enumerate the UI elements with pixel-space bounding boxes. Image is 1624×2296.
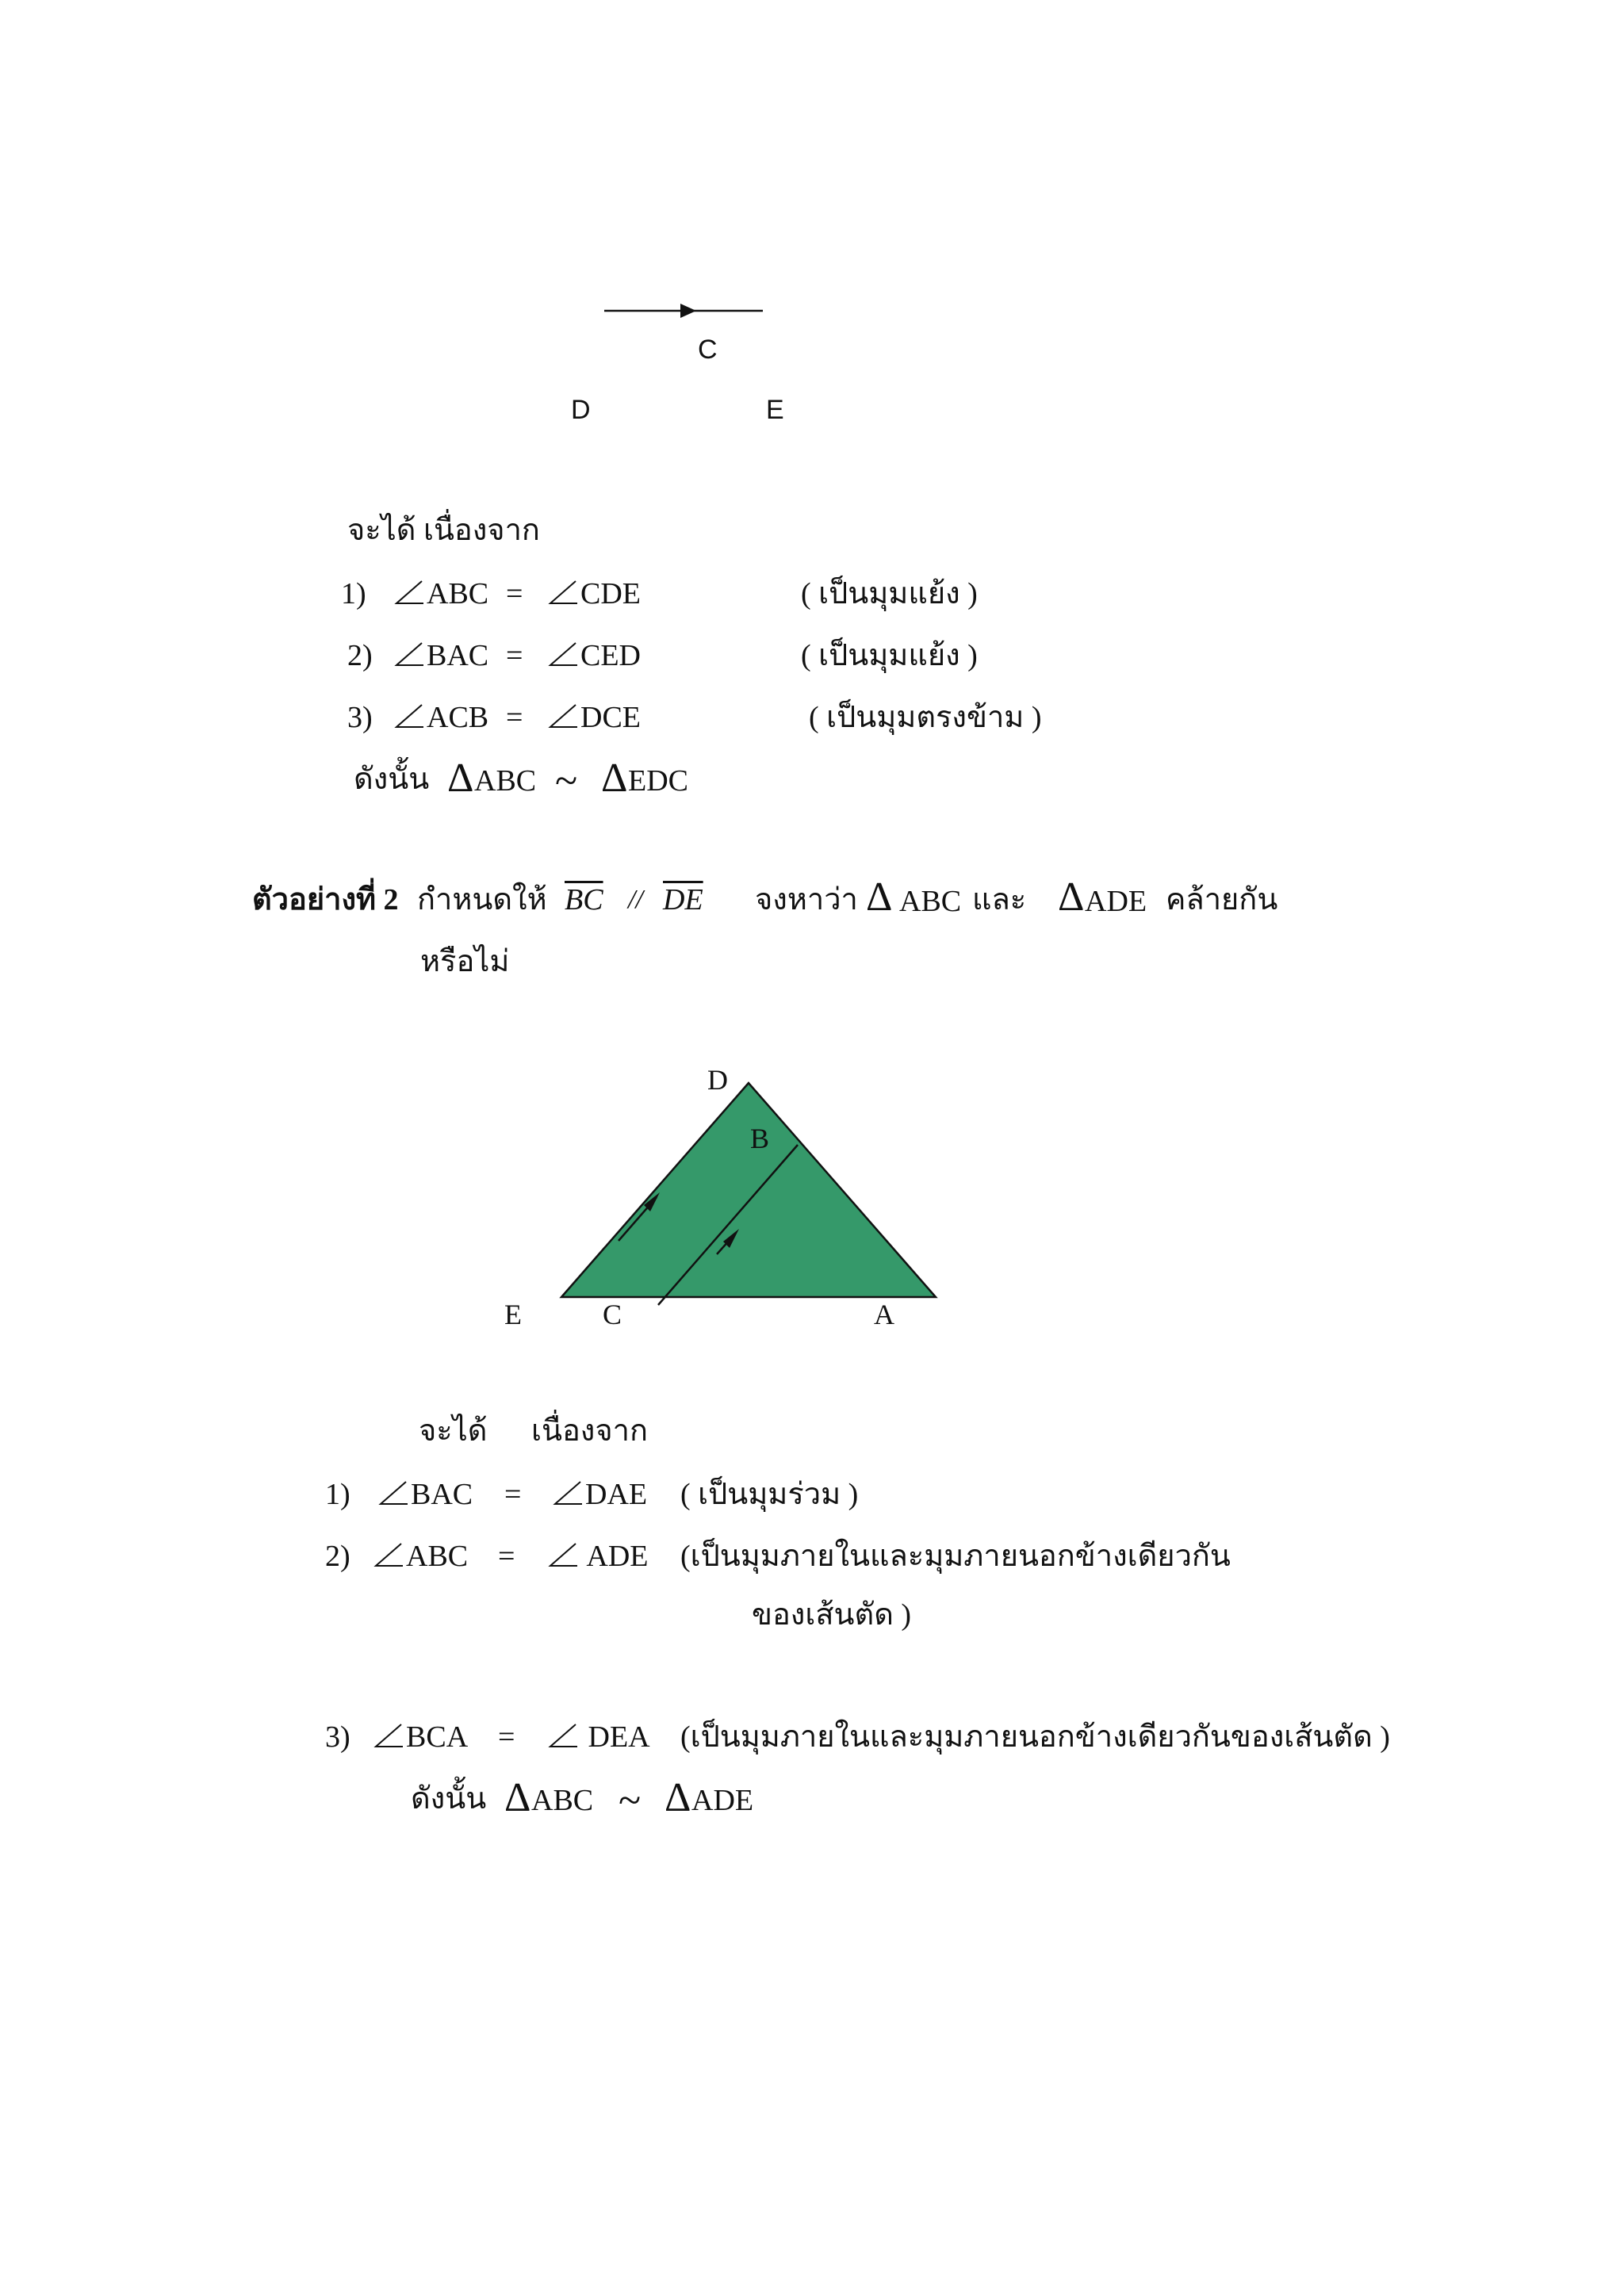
triangle-symbol: Δ xyxy=(665,1775,691,1820)
angle-icon xyxy=(393,703,425,730)
angle-right: DEA xyxy=(547,1722,650,1752)
example-2-intro-b: เนื่องจาก xyxy=(531,1414,648,1448)
angle-left: ACB xyxy=(393,702,488,733)
triangle-abc: ABC xyxy=(899,885,962,918)
angle-icon xyxy=(547,641,579,668)
equals-sign: = xyxy=(506,577,523,610)
angle-right: ADE xyxy=(547,1541,649,1571)
line-number: 2) xyxy=(347,639,373,672)
segment-de: $\overline{DE}$ xyxy=(663,883,703,916)
direction-arrow-icon xyxy=(680,304,696,318)
figure-1-label-d: D xyxy=(571,395,591,425)
angle-right: DCE xyxy=(547,702,641,733)
line-number: 1) xyxy=(341,577,366,610)
triangle-name-left: ABC xyxy=(531,1784,594,1817)
and-word: และ xyxy=(972,883,1027,916)
triangle-symbol: Δ xyxy=(866,874,893,920)
angle-right: CED xyxy=(547,641,641,671)
ask-word: จงหาว่า xyxy=(755,883,858,916)
example-1-intro: จะได้ เนื่องจาก xyxy=(347,514,540,547)
equals-sign: = xyxy=(506,701,523,734)
parallel-symbol: // xyxy=(628,885,643,914)
line-number: 3) xyxy=(325,1720,350,1754)
given-word: กำหนดให้ xyxy=(417,883,547,916)
angle-icon xyxy=(373,1542,404,1569)
segment-bc: $\overline{BC}$ xyxy=(565,883,603,916)
equals-sign: = xyxy=(498,1720,515,1754)
similar-symbol: ~ xyxy=(619,1778,642,1823)
reason: ( เป็นมุมร่วม ) xyxy=(680,1478,859,1511)
example-2-heading: ตัวอย่างที่ 2 xyxy=(252,883,399,916)
angle-icon xyxy=(547,703,579,730)
angle-icon xyxy=(547,580,579,607)
triangle-symbol: Δ xyxy=(447,756,474,801)
triangle-name-left: ABC xyxy=(474,764,537,798)
example-2-line-2: หรือไม่ xyxy=(420,945,510,978)
reason-continued: ของเส้นตัด ) xyxy=(752,1598,912,1632)
angle-icon xyxy=(373,1723,404,1750)
line-number: 3) xyxy=(347,701,373,734)
triangle-ade: ADE xyxy=(1085,885,1147,918)
therefore-word: ดังนั้น xyxy=(354,763,430,796)
angle-left: ABC xyxy=(393,579,488,609)
figure-2-triangle xyxy=(547,1070,959,1308)
equals-sign: = xyxy=(506,639,523,672)
figure-2-label-c: C xyxy=(603,1299,622,1330)
angle-left: BAC xyxy=(377,1479,473,1510)
triangle-symbol: Δ xyxy=(601,756,628,801)
equals-sign: = xyxy=(498,1540,515,1573)
figure-2-label-b: B xyxy=(750,1123,770,1154)
figure-2-label-e: E xyxy=(504,1299,522,1330)
angle-icon xyxy=(377,1480,409,1507)
reason: ( เป็นมุมตรงข้าม ) xyxy=(809,701,1042,734)
similar-word: คล้ายกัน xyxy=(1166,883,1278,916)
reason: (เป็นมุมภายในและมุมภายนอกข้างเดียวกัน xyxy=(680,1540,1231,1573)
figure-2-label-d: D xyxy=(707,1064,728,1096)
angle-icon xyxy=(393,580,425,607)
figure-1-label-e: E xyxy=(766,395,784,425)
angle-icon xyxy=(393,641,425,668)
angle-icon xyxy=(552,1480,584,1507)
similar-symbol: ~ xyxy=(555,759,578,804)
angle-right: CDE xyxy=(547,579,641,609)
angle-right: DAE xyxy=(552,1479,647,1510)
angle-left: ABC xyxy=(373,1541,468,1571)
angle-icon xyxy=(547,1723,579,1750)
reason: ( เป็นมุมแย้ง ) xyxy=(801,577,978,610)
triangle-dea xyxy=(561,1083,936,1297)
reason: ( เป็นมุมแย้ง ) xyxy=(801,639,978,672)
equals-sign: = xyxy=(504,1478,522,1511)
angle-left: BCA xyxy=(373,1722,468,1752)
figure-1-diagram xyxy=(587,293,793,325)
example-2-intro-a: จะได้ xyxy=(419,1414,488,1448)
line-number: 1) xyxy=(325,1478,350,1511)
line-number: 2) xyxy=(325,1540,350,1573)
triangle-symbol: Δ xyxy=(504,1775,531,1820)
reason: (เป็นมุมภายในและมุมภายนอกข้างเดียวกันของเส้นตัด ) xyxy=(680,1720,1390,1754)
figure-1-label-c: C xyxy=(698,335,718,365)
triangle-symbol: Δ xyxy=(1058,874,1085,920)
angle-icon xyxy=(547,1542,579,1569)
therefore-word: ดังนั้น xyxy=(411,1782,487,1816)
angle-left: BAC xyxy=(393,641,488,671)
triangle-name-right: EDC xyxy=(628,764,688,798)
figure-2-label-a: A xyxy=(874,1299,894,1330)
triangle-name-right: ADE xyxy=(691,1784,754,1817)
